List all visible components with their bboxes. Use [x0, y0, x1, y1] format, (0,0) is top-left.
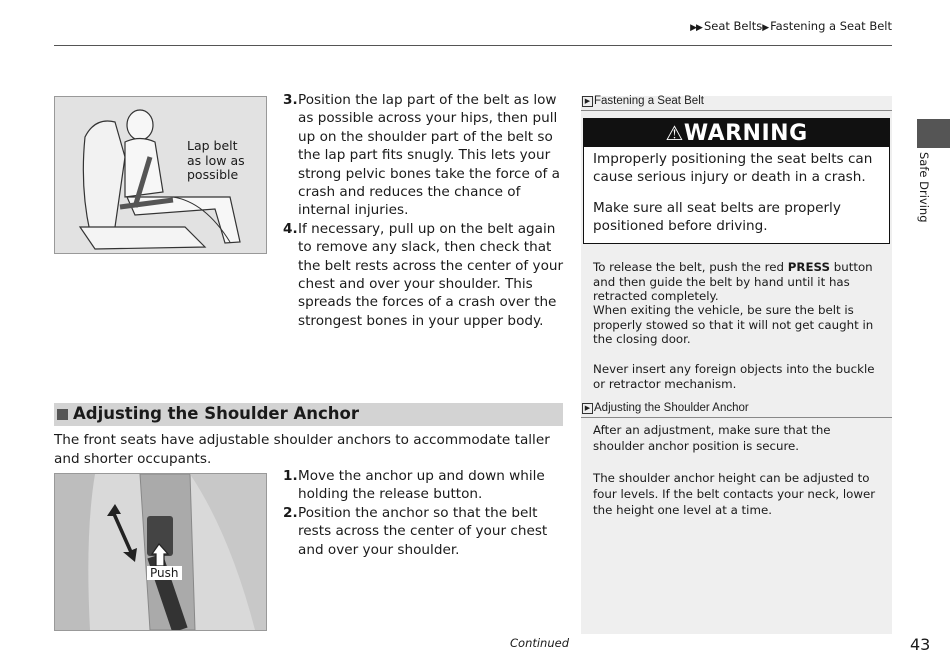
warning-text-1: Improperly positioning the seat belts can cause serious injury or death in a crash.: [593, 151, 873, 186]
warning-title: WARNING: [683, 121, 808, 146]
step-item: [283, 91, 568, 220]
lap-belt-illustration: [54, 96, 267, 254]
side-note-release: To release the belt, push the red PRESS button and then guide the belt by hand until it has retracted completely.: [593, 260, 873, 303]
side-divider: [581, 110, 892, 111]
side-note-secure: After an adjustment, make sure that the shoulder anchor position is secure.: [593, 423, 831, 453]
shoulder-anchor-illustration: [54, 473, 267, 631]
breadcrumb: [690, 19, 892, 33]
steps-bottom: [283, 467, 563, 559]
step-text: Position the anchor so that the belt rests across the center of your chest and over your shoulder.: [298, 504, 548, 558]
reference-arrow-icon: ▶: [582, 96, 593, 107]
section-title: Adjusting the Shoulder Anchor: [73, 404, 359, 423]
breadcrumb-separator-icon: ▶: [762, 23, 769, 33]
step-text: Move the anchor up and down while holding the release button.: [298, 468, 545, 503]
side-divider: [581, 417, 892, 418]
side-note-exit: When exiting the vehicle, be sure the belt is properly stowed so that it will not get caught in the closing door.: [593, 303, 874, 346]
side-heading-seat-belt[interactable]: ▶ Fastening a Seat Belt: [582, 95, 704, 107]
push-label: Push: [147, 566, 182, 580]
warning-text-2: Make sure all seat belts are properly positioned before driving.: [593, 200, 841, 235]
warning-triangle-icon: ⚠: [665, 121, 684, 145]
section-heading: [54, 403, 563, 426]
page-number: 43: [910, 635, 931, 654]
reference-arrow-icon: ▶: [582, 403, 593, 414]
section-intro: The front seats have adjustable shoulder anchors to accommodate taller and shorter occupants.: [54, 432, 550, 467]
breadcrumb-section[interactable]: Seat Belts: [703, 19, 763, 33]
shoulder-anchor-icon: [55, 474, 266, 630]
step-item: [283, 504, 563, 559]
step-text: If necessary, pull up on the belt again to remove any slack, then check that the belt rests across the center of your chest and over your shoulder. This spreads the forces of a crash over the strongest bones in your upper body.: [298, 220, 564, 329]
side-heading-anchor[interactable]: ▶ Adjusting the Shoulder Anchor: [582, 402, 749, 414]
step-number: 1.: [283, 468, 298, 484]
step-item: [283, 220, 568, 330]
chapter-tab-label: Safe Driving: [917, 152, 931, 223]
step-text: Position the lap part of the belt as low as possible across your hips, then pull up on the shoulder part of the belt so the lap part fits snugly. This lets your strong pelvic bones take the force of a crash and reduces the chance of internal injuries.: [298, 92, 560, 219]
warning-header: [584, 119, 889, 147]
breadcrumb-arrow-icon: ▶▶: [690, 23, 702, 33]
side-note-levels: The shoulder anchor height can be adjusted to four levels. If the belt contacts your neck, lower the height one level at a time.: [593, 471, 876, 517]
breadcrumb-topic[interactable]: Fastening a Seat Belt: [770, 19, 892, 33]
header-divider: [54, 45, 892, 46]
figure-label: Lap belt as low as possible: [187, 138, 245, 182]
section-square-icon: [57, 409, 68, 420]
steps-top: [283, 91, 568, 330]
step-number: 3.: [283, 92, 298, 108]
continued-label: Continued: [510, 636, 570, 650]
warning-box: [583, 118, 890, 244]
chapter-tab[interactable]: [917, 119, 950, 148]
side-note-foreign: Never insert any foreign objects into the buckle or retractor mechanism.: [593, 362, 875, 391]
step-number: 2.: [283, 504, 298, 521]
step-item: [283, 467, 563, 504]
step-number: 4.: [283, 220, 298, 237]
press-button-label: PRESS: [787, 260, 830, 274]
